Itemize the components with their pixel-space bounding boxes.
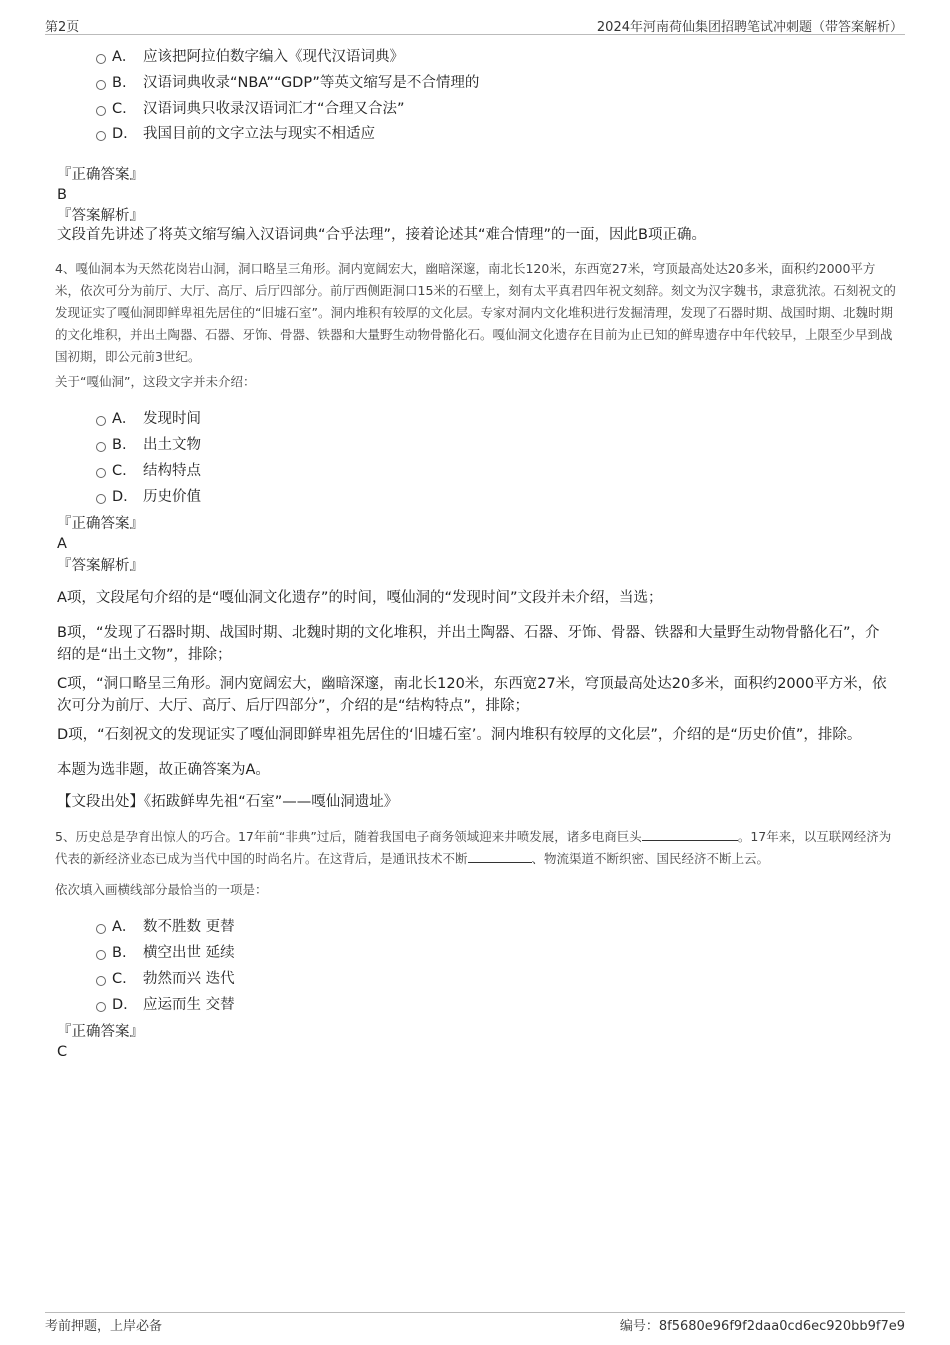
q5-option-d[interactable]: D. 应运而生 交替: [96, 994, 235, 1016]
q3-analysis-label: 『答案解析』: [57, 208, 144, 224]
q4-source: 【文段出处】《拓跋鲜卑先祖“石室”——嘎仙洞遗址》: [57, 794, 399, 810]
footer-slogan: 考前押题，上岸必备: [45, 1319, 163, 1334]
q5-option-b[interactable]: B. 横空出世 延续: [96, 942, 235, 964]
q3-option-d[interactable]: D. 我国目前的文字立法与现实不相适应: [96, 123, 375, 145]
radio-icon[interactable]: [96, 80, 106, 90]
q4-analysis-a: A项，文段尾句介绍的是“嘎仙洞文化遗存”的时间，嘎仙洞的“发现时间”文段并未介绍，当选；: [57, 590, 663, 606]
page-header: [45, 14, 905, 35]
q4-analysis-c: C项，“洞口略呈三角形。洞内宽阔宏大，幽暗深邃，南北长120米，东西宽27米，穹顶最高处达20多米，面积约2000平方米，依次可分为前厅、大厅、高厅、后厅四部分”，介绍的是“结构特点”，排除；: [57, 676, 887, 714]
q4-option-c[interactable]: C. 结构特点: [96, 460, 201, 482]
radio-icon[interactable]: [96, 924, 106, 934]
radio-icon[interactable]: [96, 468, 106, 478]
q3-option-a[interactable]: A． 应该把阿拉伯数字编入《现代汉语词典》: [96, 46, 404, 68]
q4-analysis-d: D项，“石刻祝文的发现证实了嘎仙洞即鲜卑祖先居住的‘旧墟石室’。洞内堆积有较厚的文化层”，介绍的是“历史价值”，排除。: [57, 727, 862, 743]
q5-answer: C: [57, 1044, 68, 1060]
q3-answer: B: [57, 187, 67, 203]
radio-icon[interactable]: [96, 950, 106, 960]
q5-option-c[interactable]: C. 勃然而兴 迭代: [96, 968, 235, 990]
radio-icon[interactable]: [96, 976, 106, 986]
q5-passage: 5、历史总是孕育出惊人的巧合。17年前“非典”过后，随着我国电子商务领域迎来井喷发展，诸多电商巨头 。17年来，以互联网经济为代表的新经济业态已成为当代中国的时尚名片。在这背后，是通讯技术不断 、物流渠道不断织密、国民经济不断上云。: [55, 829, 892, 866]
q3-option-b[interactable]: B. 汉语词典收录“NBA”“GDP”等英文缩写是不合情理的: [96, 72, 479, 94]
q4-analysis-label: 『答案解析』: [57, 558, 144, 574]
q5-question: 依次填入画横线部分最恰当的一项是：: [55, 882, 268, 897]
q4-passage: 4、嘎仙洞本为天然花岗岩山洞，洞口略呈三角形。洞内宽阔宏大，幽暗深邃，南北长120米，东西宽27米，穹顶最高处达20多米，面积约2000平方米，依次可分为前厅、大厅、高厅、后厅四部分。前厅西侧距洞口15米的石壁上，刻有太平真君四年祝文刻辞。刻文为汉字魏书，隶意犹浓。石刻祝文的发现证实了嘎仙洞即鲜卑祖先居住的“旧墟石室”。洞内堆积有较厚的文化层。专家对洞内文化堆积进行发掘清理，发现了石器时期、战国时期、北魏时期的文化堆积，并出土陶器、石器、牙饰、骨器、铁器和大量野生动物骨骼化石。嘎仙洞文化遗存在目前为止已知的鲜卑遗存中年代较早，上限至少早到战国初期，即公元前3世纪。: [55, 261, 896, 364]
radio-icon[interactable]: [96, 494, 106, 504]
page-footer: [45, 1312, 905, 1335]
q4-answer-label: 『正确答案』: [57, 516, 144, 532]
radio-icon[interactable]: [96, 54, 106, 64]
radio-icon[interactable]: [96, 416, 106, 426]
document-title: 2024年河南荷仙集团招聘笔试冲刺题（带答案解析）: [596, 20, 903, 35]
radio-icon[interactable]: [96, 106, 106, 116]
q4-option-d[interactable]: D. 历史价值: [96, 486, 201, 508]
q5-option-a[interactable]: A． 数不胜数 更替: [96, 916, 235, 938]
q4-answer: A: [57, 536, 67, 552]
radio-icon[interactable]: [96, 442, 106, 452]
q4-question: 关于“嘎仙洞”，这段文字并未介绍：: [55, 374, 256, 389]
q3-option-c[interactable]: C. 汉语词典只收录汉语词汇才“合理又合法”: [96, 98, 405, 120]
q4-option-b[interactable]: B. 出土文物: [96, 434, 201, 456]
fill-blank-1[interactable]: [642, 828, 738, 841]
q4-analysis-conclusion: 本题为选非题，故正确答案为A。: [57, 762, 270, 778]
document-code: 编号：8f5680e96f9f2daa0cd6ec920bb9f7e9: [619, 1319, 905, 1334]
q3-answer-label: 『正确答案』: [57, 167, 144, 183]
q5-answer-label: 『正确答案』: [57, 1024, 144, 1040]
q3-analysis: 文段首先讲述了将英文缩写编入汉语词典“合乎法理”，接着论述其“难合情理”的一面，因此B项正确。: [57, 227, 706, 243]
radio-icon[interactable]: [96, 1002, 106, 1012]
page-number: 第2页: [45, 20, 80, 35]
q4-option-a[interactable]: A． 发现时间: [96, 408, 201, 430]
fill-blank-2[interactable]: [468, 850, 532, 863]
q4-analysis-b: B项，“发现了石器时期、战国时期、北魏时期的文化堆积，并出土陶器、石器、牙饰、骨器、铁器和大量野生动物骨骼化石”，介绍的是“出土文物”，排除；: [57, 625, 880, 663]
radio-icon[interactable]: [96, 131, 106, 141]
